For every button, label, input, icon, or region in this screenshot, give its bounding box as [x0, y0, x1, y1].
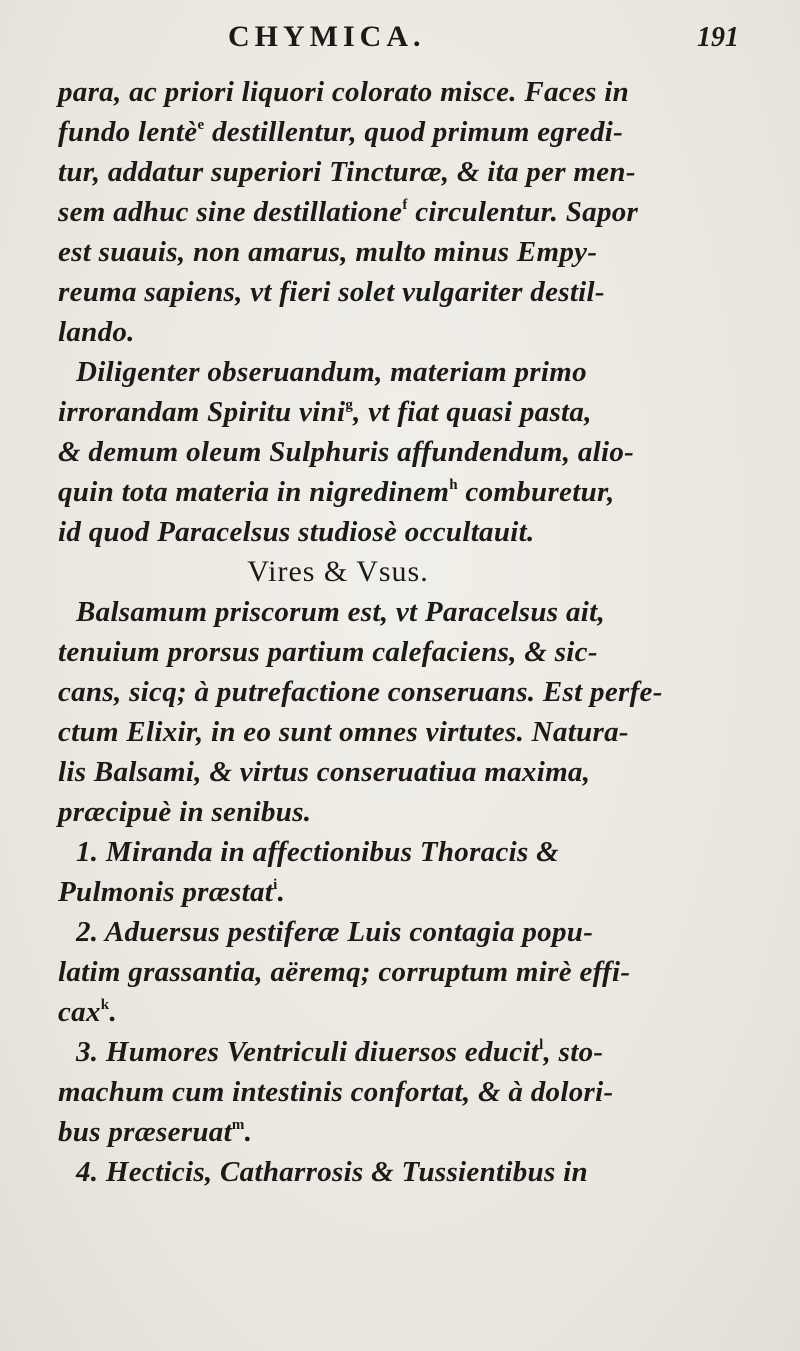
text-line: [58, 632, 658, 672]
line-text: tur, addatur superiori Tincturæ, & ita per men-: [58, 156, 636, 188]
line-text: lis Balsami, & virtus conseruatiua maxima,: [58, 756, 591, 788]
line-text: 1. Miranda in affectionibus Thoracis &: [76, 836, 559, 868]
text-line: [58, 1152, 658, 1192]
line-text-tail: .: [244, 1116, 253, 1148]
line-text: lando.: [58, 316, 135, 348]
text-line: [58, 472, 658, 512]
text-line: [58, 792, 658, 832]
text-line: [58, 912, 658, 952]
text-line: [58, 952, 658, 992]
line-text: bus præseruat: [58, 1116, 232, 1148]
text-line: [58, 432, 658, 472]
line-text: præcipuè in senibus.: [58, 796, 312, 828]
line-text: & demum oleum Sulphuris affundendum, alio-: [58, 436, 635, 468]
paragraph-preparation: [58, 72, 658, 552]
page-header: [0, 14, 800, 64]
line-text-tail: destillentur, quod primum egredi-: [204, 116, 624, 148]
line-text: machum cum intestinis confortat, & à dolori-: [58, 1076, 614, 1108]
line-text-tail: .: [277, 876, 286, 908]
text-line: [58, 72, 658, 112]
text-line: [58, 1112, 658, 1152]
text-line: [58, 872, 658, 912]
line-text: latim grassantia, aëremq; corruptum mirè effi-: [58, 956, 631, 988]
text-line: [58, 592, 658, 632]
text-line: [58, 352, 658, 392]
text-line: [58, 192, 658, 232]
line-text: id quod Paracelsus studiosè occultauit.: [58, 516, 535, 548]
text-line: [58, 512, 658, 552]
footnote-marker: m: [231, 1117, 245, 1133]
footnote-marker: g: [345, 397, 354, 413]
footnote-marker: l: [539, 1037, 544, 1053]
footnote-marker: k: [100, 997, 110, 1013]
text-line: [58, 392, 658, 432]
line-text: tenuium prorsus partium calefaciens, & sic-: [58, 636, 598, 668]
text-line: [58, 1032, 658, 1072]
text-line: [58, 672, 663, 712]
text-line: [58, 1072, 658, 1112]
line-text-tail: circulentur. Sapor: [407, 196, 639, 228]
line-text: Diligenter obseruandum, materiam primo: [76, 356, 587, 388]
line-text-tail: , sto-: [543, 1036, 604, 1068]
line-text: 3. Humores Ventriculi diuersos educit: [76, 1036, 540, 1068]
line-text: sem adhuc sine destillatione: [58, 196, 403, 228]
body-text: [58, 72, 663, 1192]
line-text-tail: .: [109, 996, 117, 1028]
text-line: [58, 232, 658, 272]
line-text: est suauis, non amarus, multo minus Empy-: [58, 236, 598, 268]
line-text: 4. Hecticis, Catharrosis & Tussientibus in: [76, 1156, 588, 1188]
footnote-marker: h: [449, 477, 458, 493]
line-text: cax: [58, 996, 101, 1028]
text-line: [58, 112, 658, 152]
text-line: [58, 712, 658, 752]
text-line: [58, 992, 658, 1032]
paragraph-uses: [58, 592, 663, 1192]
line-text: 2. Aduersus pestiferæ Luis contagia popu-: [76, 916, 594, 948]
footnote-marker: f: [402, 197, 408, 213]
text-line: [58, 272, 658, 312]
line-text: irrorandam Spiritu vini: [58, 396, 346, 428]
line-text: cans, sicq; à putrefactione conseruans. Est perfe-: [58, 676, 663, 708]
running-title: CHYMICA.: [228, 20, 426, 53]
line-text: ctum Elixir, in eo sunt omnes virtutes. Natura-: [58, 716, 629, 748]
section-heading: Vires & Vsus.: [247, 555, 429, 588]
page-number: 191: [697, 22, 739, 53]
line-text: Pulmonis præstat: [58, 876, 274, 908]
text-line: [58, 752, 658, 792]
line-text: reuma sapiens, vt fieri solet vulgariter destil-: [58, 276, 605, 308]
text-line: [58, 152, 658, 192]
line-text-tail: comburetur,: [457, 476, 615, 508]
line-text: Balsamum priscorum est, vt Paracelsus ait,: [76, 596, 606, 628]
footnote-marker: i: [273, 877, 278, 893]
line-text: para, ac priori liquori colorato misce. Faces in: [58, 76, 630, 108]
text-line: [58, 312, 658, 352]
text-line: [58, 832, 658, 872]
line-text: fundo lentè: [58, 116, 198, 148]
line-text-tail: , vt fiat quasi pasta,: [353, 396, 592, 428]
footnote-marker: e: [197, 117, 205, 133]
line-text: quin tota materia in nigredinem: [58, 476, 450, 508]
